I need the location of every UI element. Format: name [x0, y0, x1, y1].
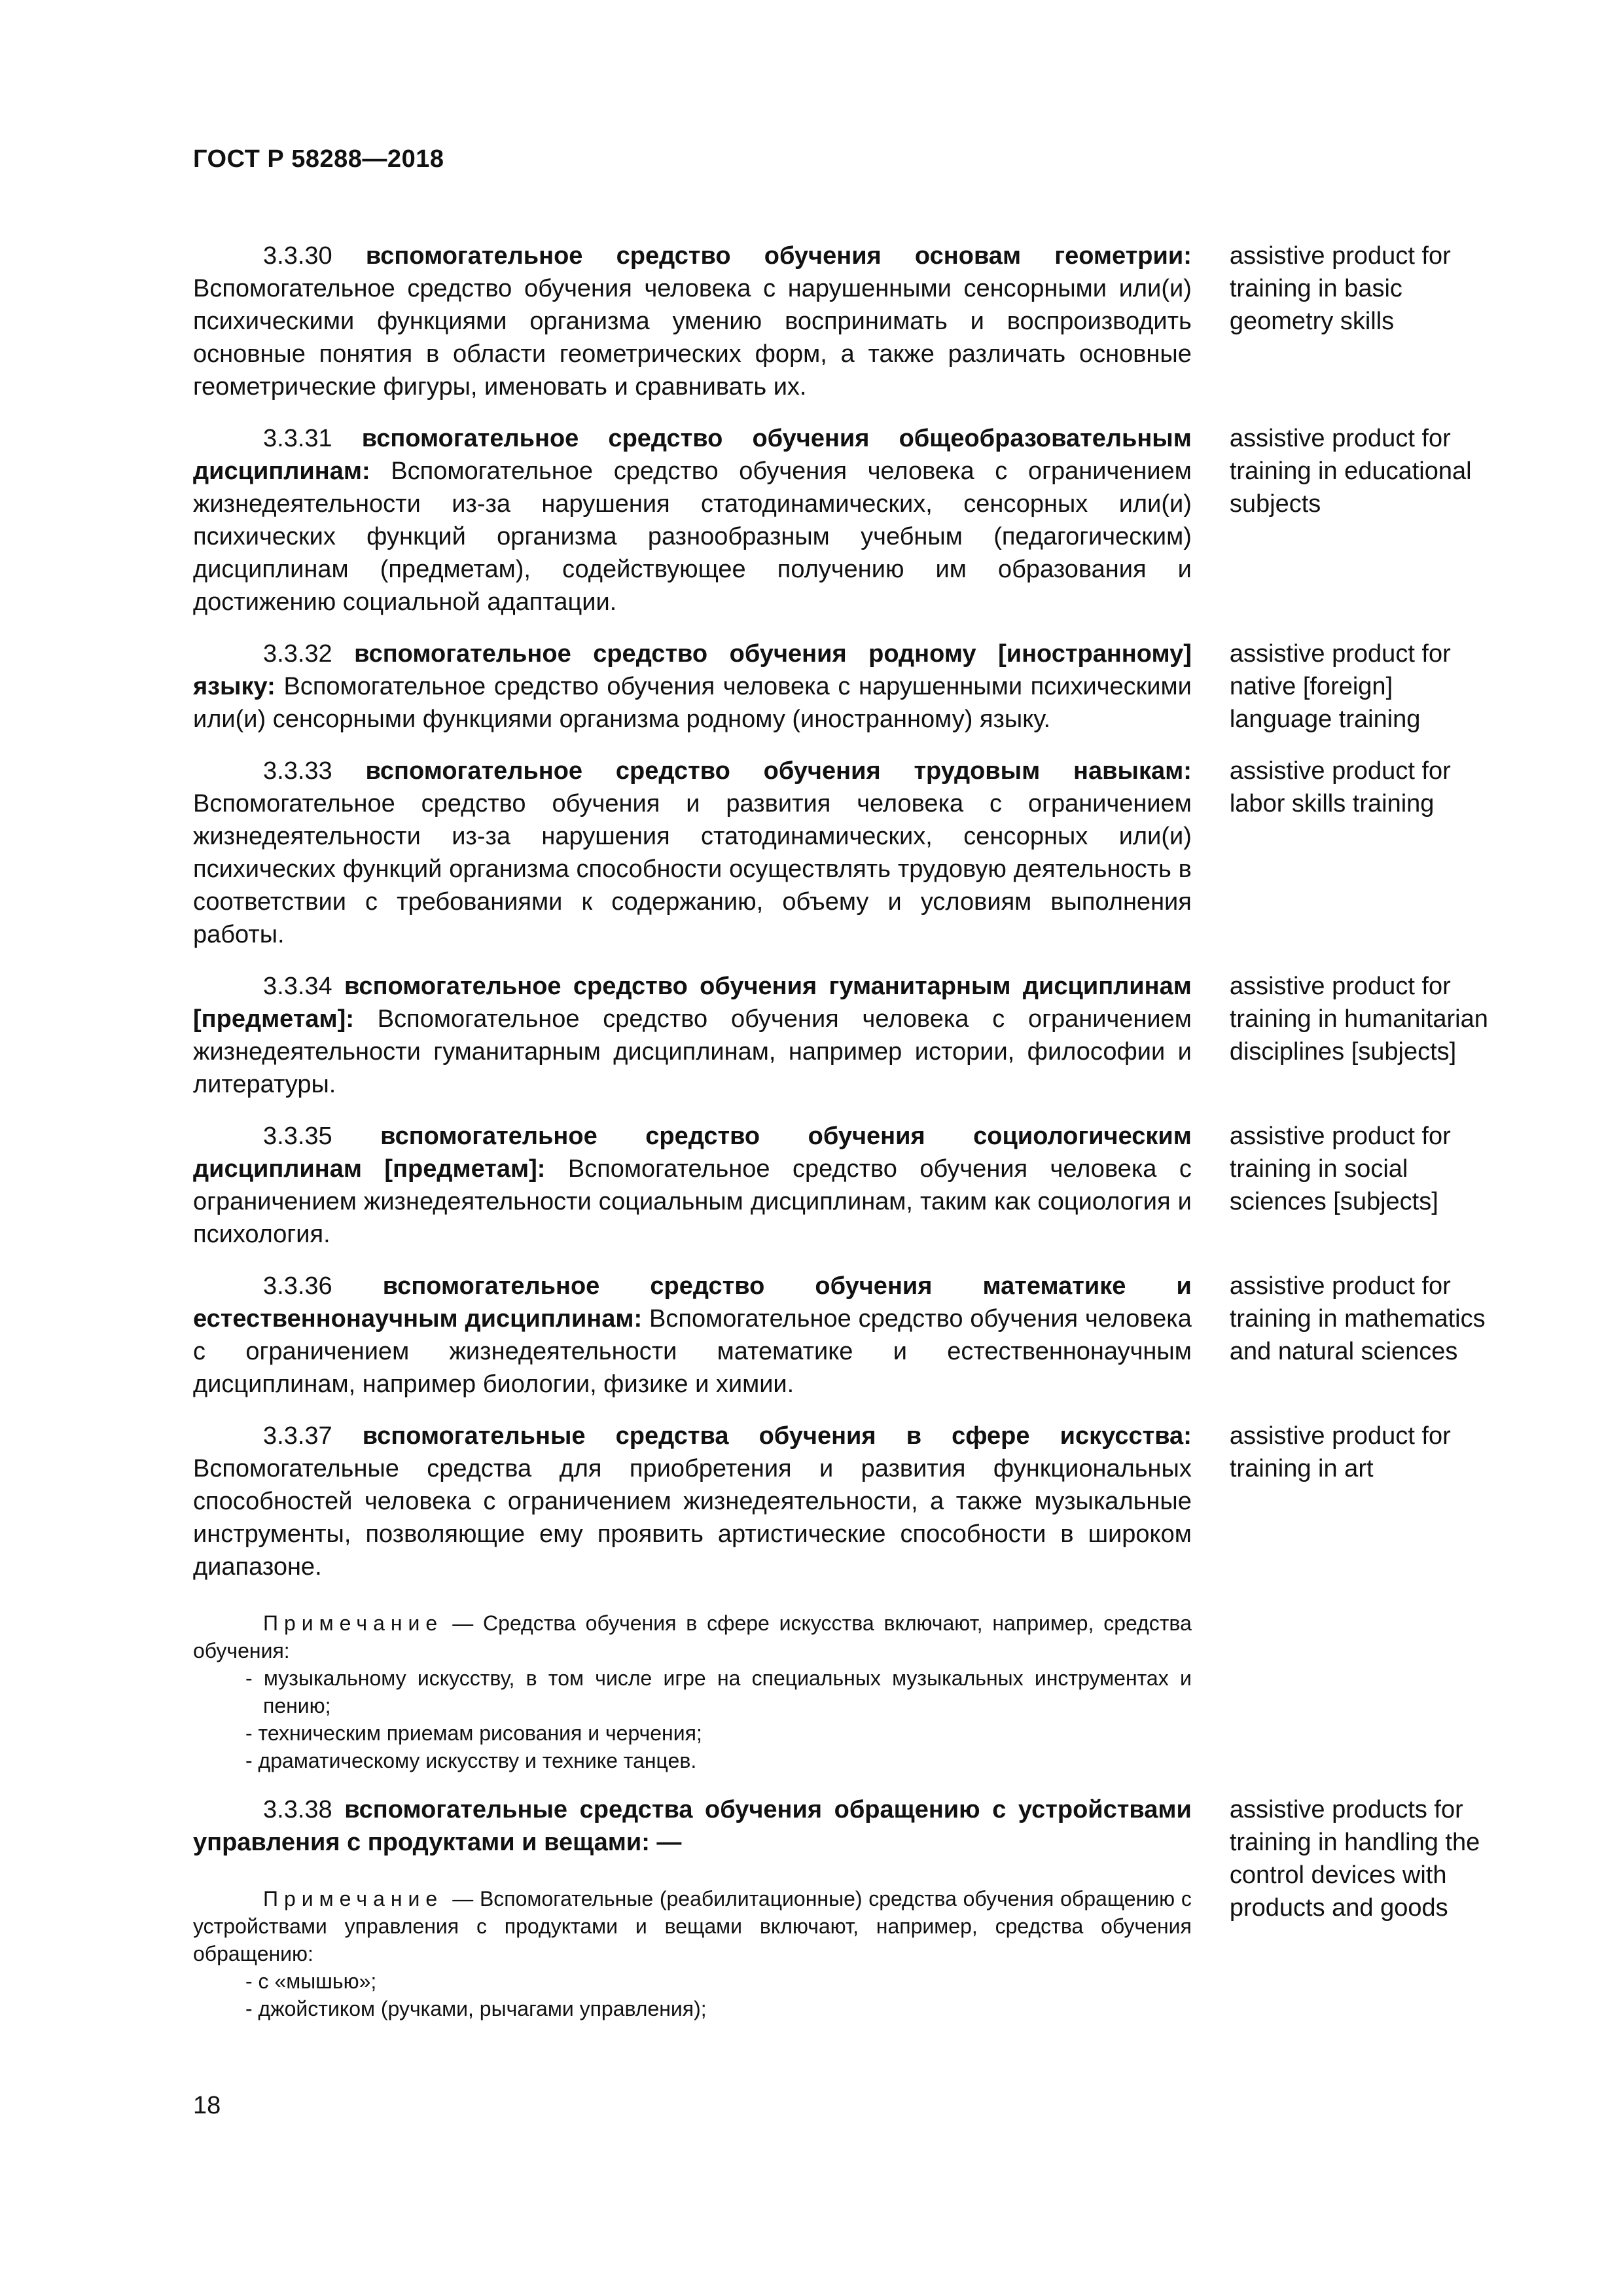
- note-text: — Средства обучения в сфере искусства включают, например, средства обучения:: [193, 1611, 1192, 1662]
- term-number: 3.3.37: [263, 1422, 332, 1450]
- term-ru: [193, 422, 1192, 619]
- term-ru: [193, 1120, 1192, 1251]
- term-title: вспомогательное средство обучения математике и естественнонаучным дисциплинам:: [193, 1272, 1192, 1333]
- term-title: вспомогательное средство обучения родному [иностранному] языку:: [193, 640, 1192, 700]
- note-label: Примечание: [263, 1887, 444, 1910]
- term-definition: Вспомогательные средства для приобретения и развития функциональных способностей человека с ограничением жизнедеятельности, а также музыкальные инструменты, позволяющие ему проявить артистические способности в широком диапазоне.: [193, 1455, 1192, 1581]
- term-definition: Вспомогательное средство обучения человека с ограничением жизнедеятельности гуманитарным дисциплинам, например истории, философии и литературы.: [193, 1005, 1192, 1098]
- term-title: вспомогательное средство обучения трудовым навыкам:: [365, 757, 1192, 785]
- term-definition: Вспомогательное средство обучения человека с ограничением жизнедеятельности из-за нарушения статодинамических, сенсорных или(и) психических функций организма разнообразным учебным (педагогическим) дисциплинам (предметам), содействующее получению им образования и достижению социальной адаптации.: [193, 457, 1192, 616]
- term-en: assistive product for training in social sciences [subjects]: [1229, 1122, 1451, 1215]
- note-text: — Вспомогательные (реабилитационные) средства обучения обращению с устройствами управления с продуктами и вещами включают, например, средства обучения обращению:: [193, 1887, 1192, 1965]
- term-ru: [193, 1420, 1192, 1774]
- document-code: ГОСТ Р 58288—2018: [193, 145, 444, 173]
- note-item: - джойстиком (ручками, рычагами управления);: [245, 1997, 707, 2020]
- term-en: assistive product for training in educational subjects: [1229, 425, 1472, 518]
- term-number: 3.3.32: [263, 640, 332, 668]
- term-entry-3-3-30: [193, 240, 1502, 403]
- term-definition: Вспомогательное средство обучения человека с нарушенными психическими или(и) сенсорными функциями организма родному (иностранному) языку.: [193, 673, 1192, 733]
- note-item: - музыкальному искусству, в том числе игре на специальных музыкальных инструментах и пению;: [245, 1666, 1192, 1717]
- page-number: 18: [193, 2092, 221, 2119]
- term-ru: [193, 1270, 1192, 1401]
- term-number: 3.3.36: [263, 1272, 332, 1300]
- term-definition: Вспомогательное средство обучения человека с нарушенными сенсорными или(и) психическими функциями организма умению воспринимать и воспроизводить основные понятия в области геометрических форм, а также различать основные геометрические фигуры, именовать и сравнивать их.: [193, 275, 1192, 401]
- term-definition: Вспомогательное средство обучения человека с ограничением жизнедеятельности математике и естественнонаучным дисциплинам, например биологии, физике и химии.: [193, 1305, 1192, 1398]
- term-entry-3-3-33: [193, 755, 1502, 951]
- term-entry-3-3-37: [193, 1420, 1502, 1774]
- term-number: 3.3.30: [263, 242, 332, 270]
- term-ru: [193, 1793, 1192, 2022]
- term-title: вспомогательное средство обучения гуманитарным дисциплинам [предметам]:: [193, 973, 1192, 1033]
- term-definition: Вспомогательное средство обучения и развития человека с ограничением жизнедеятельности из-за нарушения статодинамических, сенсорных или(и) психических функций организма способности осуществлять трудовую деятельность в соответствии с требованиями к содержанию, объему и условиям выполнения работы.: [193, 790, 1192, 948]
- term-en: assistive product for native [foreign] language training: [1229, 640, 1451, 733]
- term-entry-3-3-36: [193, 1270, 1502, 1401]
- term-number: 3.3.34: [263, 973, 332, 1000]
- term-en: assistive product for training in mathematics and natural sciences: [1229, 1272, 1486, 1365]
- note-list: [193, 1664, 1192, 1774]
- term-title: вспомогательные средства обучения в сфере искусства:: [362, 1422, 1192, 1450]
- term-en: assistive products for training in handling the control devices with products and goods: [1229, 1796, 1480, 1922]
- term-entry-3-3-38: [193, 1793, 1502, 2022]
- note-item: - драматическому искусству и технике танцев.: [245, 1749, 697, 1772]
- term-number: 3.3.33: [263, 757, 332, 785]
- note-list: [193, 1967, 1192, 2022]
- term-title: вспомогательные средства обучения обращению с устройствами управления с продуктами и вещами: —: [193, 1796, 1192, 1856]
- note-item: - с «мышью»;: [245, 1969, 377, 1993]
- terms-list: [193, 240, 1502, 2041]
- term-number: 3.3.38: [263, 1796, 332, 1823]
- term-entry-3-3-31: [193, 422, 1502, 619]
- term-ru: [193, 970, 1192, 1101]
- term-en: assistive product for training in humanitarian disciplines [subjects]: [1229, 973, 1488, 1066]
- note-item: - техническим приемам рисования и черчения;: [245, 1721, 702, 1745]
- term-en: assistive product for labor skills training: [1229, 757, 1451, 817]
- term-definition: Вспомогательное средство обучения человека с ограничением жизнедеятельности социальным дисциплинам, таким как социология и психология.: [193, 1155, 1192, 1248]
- term-ru: [193, 637, 1192, 736]
- term-entry-3-3-32: [193, 637, 1502, 736]
- term-entry-3-3-34: [193, 970, 1502, 1101]
- term-title: вспомогательное средство обучения основам геометрии:: [365, 242, 1192, 270]
- term-entry-3-3-35: [193, 1120, 1502, 1251]
- note: [193, 1609, 1192, 1774]
- term-title: вспомогательное средство обучения общеобразовательным дисциплинам:: [193, 425, 1192, 485]
- term-ru: [193, 240, 1192, 403]
- term-title: вспомогательное средство обучения социологическим дисциплинам [предметам]:: [193, 1122, 1192, 1183]
- note-label: Примечание: [263, 1611, 444, 1635]
- note: [193, 1885, 1192, 2022]
- term-number: 3.3.31: [263, 425, 332, 452]
- term-number: 3.3.35: [263, 1122, 332, 1150]
- term-en: assistive product for training in basic geometry skills: [1229, 242, 1451, 335]
- term-ru: [193, 755, 1192, 951]
- term-en: assistive product for training in art: [1229, 1422, 1451, 1482]
